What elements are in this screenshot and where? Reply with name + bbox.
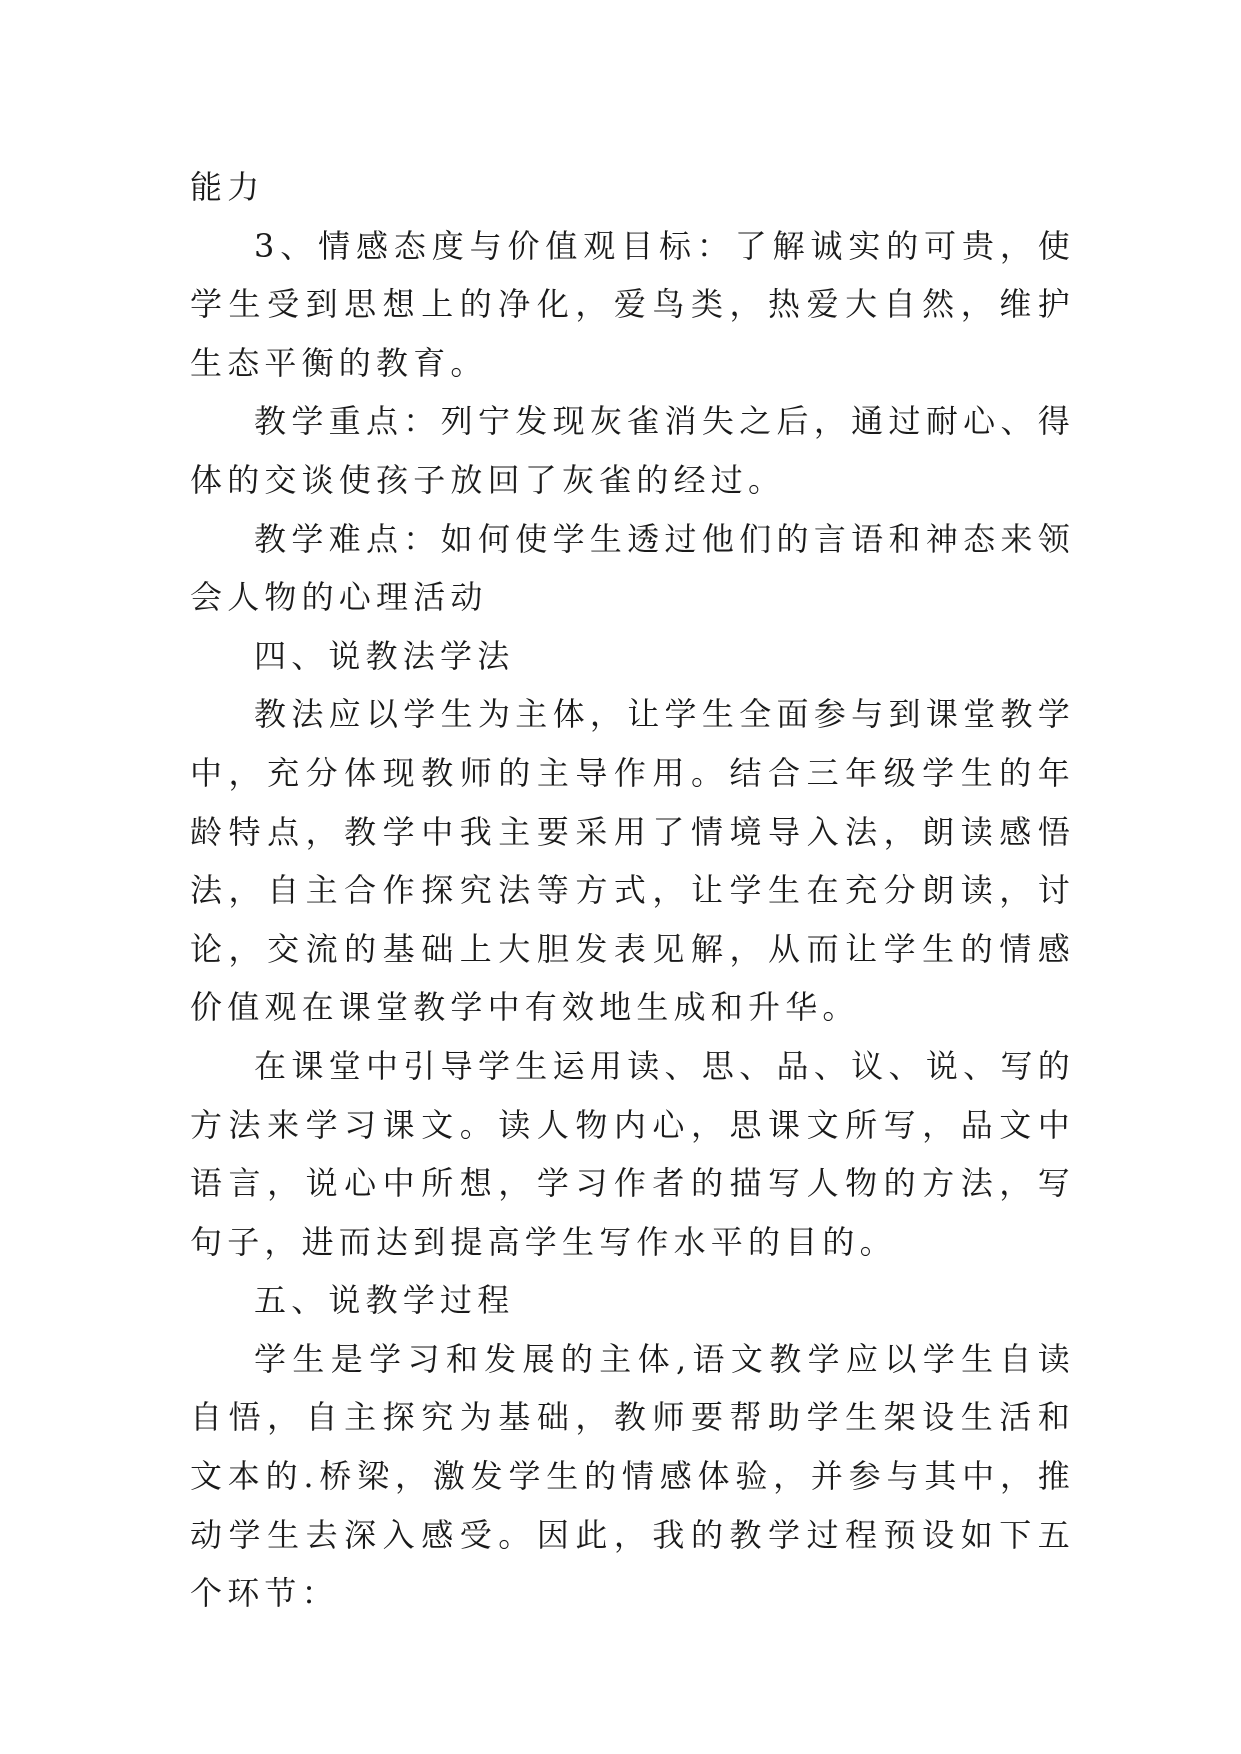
paragraph-3: 教学重点：列宁发现灰雀消失之后，通过耐心、得体的交谈使孩子放回了灰雀的经过。 (190, 402, 1075, 499)
section-heading-teaching-methods: 四、说教法学法 (254, 636, 515, 675)
paragraph-5: 教法应以学生为主体，让学生全面参与到课堂教学中，充分体现教师的主导作用。结合三年级学生的年龄特点，教学中我主要采用了情境导入法，朗读感悟法，自主合作探究法等方式，让学生在充分朗读，讨论，交流的基础上大胆发表见解，从而让学生的情感价值观在课堂教学中有效地生成和升华。 (190, 695, 1075, 1027)
paragraph-7: 学生是学习和发展的主体,语文教学应以学生自读自悟，自主探究为基础，教师要帮助学生架设生活和文本的.桥梁，激发学生的情感体验，并参与其中，推动学生去深入感受。因此，我的教学过程预设如下五个环节： (190, 1339, 1075, 1613)
paragraph-2: 3、情感态度与价值观目标：了解诚实的可贵，使学生受到思想上的净化，爱鸟类，热爱大自然，维护生态平衡的教育。 (190, 226, 1075, 382)
section-heading-teaching-process: 五、说教学过程 (254, 1281, 515, 1320)
paragraph-4: 教学难点：如何使学生透过他们的言语和神态来领会人物的心理活动 (190, 519, 1075, 617)
document-body (190, 158, 1075, 1623)
paragraph-1: 能力 (190, 168, 265, 206)
paragraph-6: 在课堂中引导学生运用读、思、品、议、说、写的方法来学习课文。读人物内心，思课文所写，品文中语言，说心中所想，学习作者的描写人物的方法，写句子，进而达到提高学生写作水平的目的。 (190, 1046, 1075, 1261)
